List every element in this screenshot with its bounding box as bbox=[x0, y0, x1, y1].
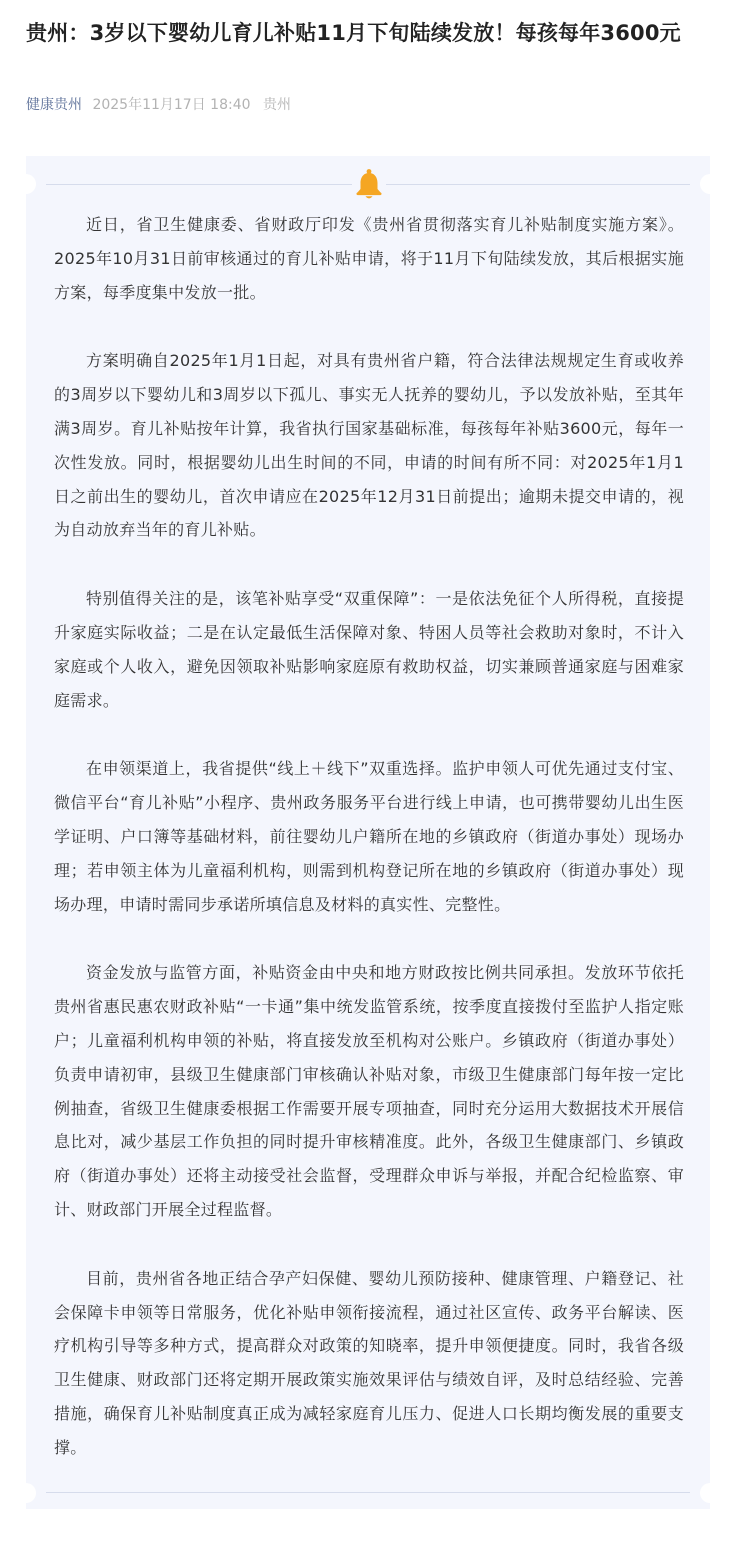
article-title: 贵州：3岁以下婴幼儿育儿补贴11月下旬陆续发放！每孩每年3600元 bbox=[26, 21, 681, 45]
card-notch-bottom-left bbox=[16, 1483, 36, 1503]
card-notch-bottom-right bbox=[700, 1483, 720, 1503]
card-bottom-divider bbox=[46, 1492, 690, 1493]
card-notch-top-left bbox=[16, 174, 36, 194]
publish-location: 贵州 bbox=[262, 97, 291, 113]
body-paragraph: 资金发放与监管方面，补贴资金由中央和地方财政按比例共同承担。发放环节依托贵州省惠民惠农财政补贴“一卡通”集中统发监管系统，按季度直接拨付至监护人指定账户；儿童福利机构申领的补贴，将直接发放至机构对公账户。乡镇政府（街道办事处）负责申请初审，县级卫生健康部门审核确认补贴对象，市级卫生健康部门每年按一定比例抽查，省级卫生健康委根据工作需要开展专项抽查，同时充分运用大数据技术开展信息比对，减少基层工作负担的同时提升审核精准度。此外，各级卫生健康部门、乡镇政府（街道办事处）还将主动接受社会监督，受理群众申诉与举报，并配合纪检监察、审计、财政部门开展全过程监督。 bbox=[54, 963, 684, 1219]
body-paragraph: 方案明确自2025年1月1日起，对具有贵州省户籍，符合法律法规规定生育或收养的3周岁以下婴幼儿和3周岁以下孤儿、事实无人抚养的婴幼儿，予以发放补贴，至其年满3周岁。育儿补贴按年计算，我省执行国家基础标准，每孩每年补贴3600元，每年一次性发放。同时，根据婴幼儿出生时间的不同，申请的时间有所不同：对2025年1月1日之前出生的婴幼儿，首次申请应在2025年12月31日前提出；逾期未提交申请的，视为自动放弃当年的育儿补贴。 bbox=[54, 351, 684, 540]
article-body bbox=[54, 208, 684, 1500]
body-paragraph: 目前，贵州省各地正结合孕产妇保健、婴幼儿预防接种、健康管理、户籍登记、社会保障卡申领等日常服务，优化补贴申领衔接流程，通过社区宣传、政务平台解读、医疗机构引导等多种方式，提高群众对政策的知晓率，提升申领便捷度。同时，我省各级卫生健康、财政部门还将定期开展政策实施效果评估与绩效自评，及时总结经验、完善措施，确保育儿补贴制度真正成为减轻家庭育儿压力、促进人口长期均衡发展的重要支撑。 bbox=[54, 1268, 684, 1457]
account-name-link[interactable]: 健康贵州 bbox=[26, 97, 82, 113]
body-paragraph: 特别值得关注的是，该笔补贴享受“双重保障”：一是依法免征个人所得税，直接提升家庭实际收益；二是在认定最低生活保障对象、特困人员等社会救助对象时，不计入家庭或个人收入，避免因领取补贴影响家庭原有救助权益，切实兼顾普通家庭与困难家庭需求。 bbox=[54, 589, 684, 710]
publish-date: 2025年11月17日 18:40 bbox=[92, 97, 251, 113]
card-notch-top-right bbox=[700, 174, 720, 194]
bell-icon bbox=[352, 168, 386, 202]
body-paragraph: 近日，省卫生健康委、省财政厅印发《贵州省贯彻落实育儿补贴制度实施方案》。2025年10月31日前审核通过的育儿补贴申请，将于11月下旬陆续发放，其后根据实施方案，每季度集中发放一批。 bbox=[54, 215, 684, 302]
article-card bbox=[26, 156, 710, 1509]
body-paragraph: 在申领渠道上，我省提供“线上＋线下”双重选择。监护申领人可优先通过支付宝、微信平台“育儿补贴”小程序、贵州政务服务平台进行线上申请，也可携带婴幼儿出生医学证明、户口簿等基础材料，前往婴幼儿户籍所在地的乡镇政府（街道办事处）现场办理；若申领主体为儿童福利机构，则需到机构登记所在地的乡镇政府（街道办事处）现场办理，申请时需同步承诺所填信息及材料的真实性、完整性。 bbox=[54, 759, 684, 914]
article-meta bbox=[26, 95, 291, 115]
